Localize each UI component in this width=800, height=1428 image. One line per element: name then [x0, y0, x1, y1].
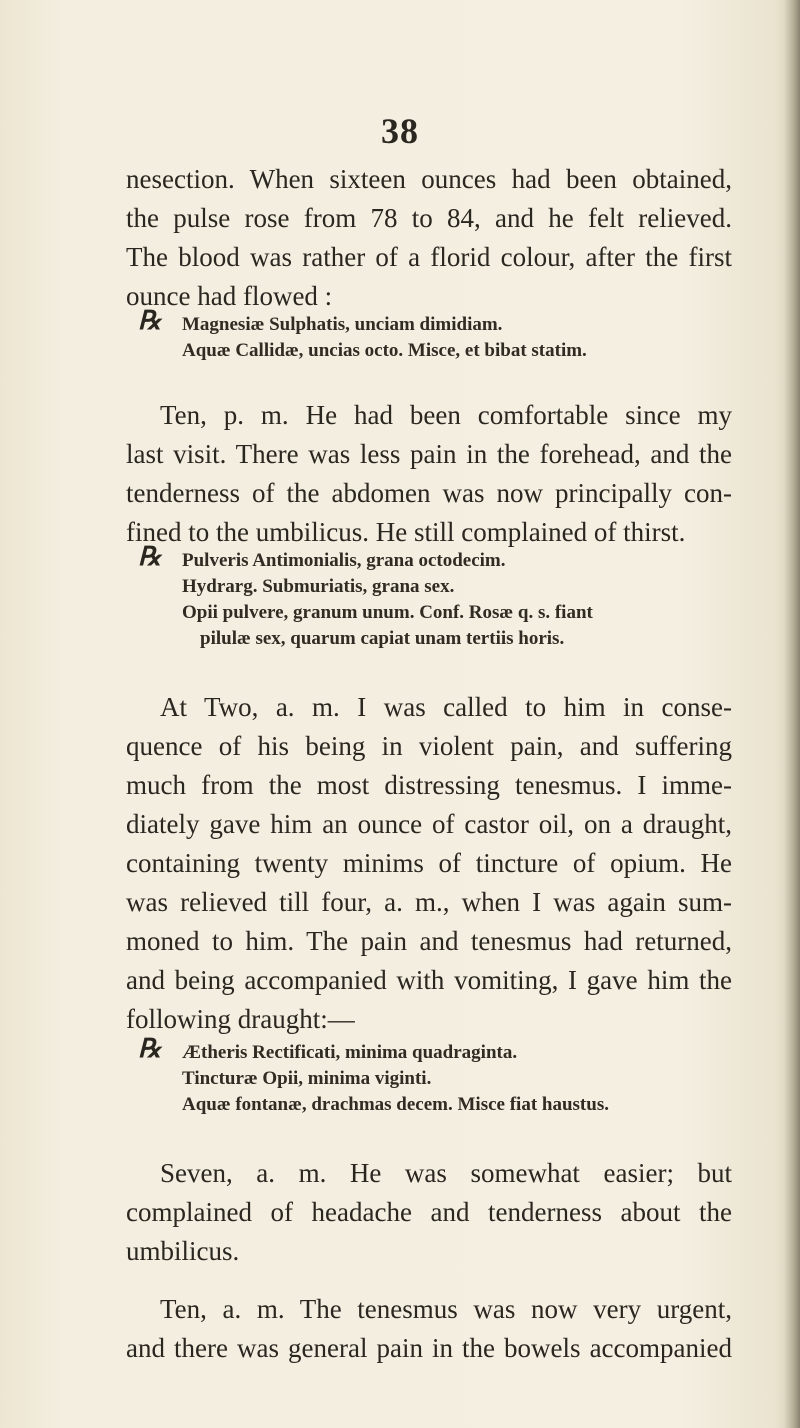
prescription-line: Magnesiæ Sulphatis, unciam dimidiam. [182, 314, 503, 335]
paragraph-3 [126, 688, 732, 1039]
text-line: tenderness of the abdomen was now principally con- [126, 478, 732, 508]
text-line: Ten, p. m. He had been comfortable since my [160, 400, 732, 430]
text-line: last visit. There was less pain in the forehead, and the [126, 439, 732, 469]
prescription-1 [138, 306, 738, 364]
paragraph-2 [126, 396, 732, 552]
text-line: following draught:— [126, 1004, 355, 1034]
text-line: Seven, a. m. He was somewhat easier; but [160, 1158, 732, 1188]
prescription-line: Ætheris Rectificati, minima quadraginta. [182, 1042, 518, 1063]
prescription-line: Aquæ fontanæ, drachmas decem. Misce fiat haustus. [182, 1094, 609, 1115]
paragraph-1 [126, 160, 732, 316]
page-edge-shadow [784, 0, 800, 1428]
text-line: At Two, a. m. I was called to him in conse- [160, 692, 732, 722]
text-line: diately gave him an ounce of castor oil, on a draught, [126, 809, 732, 839]
text-line: containing twenty minims of tincture of opium. He [126, 848, 732, 878]
recipe-symbol-icon: ℞ [138, 542, 162, 571]
paragraph-4 [126, 1154, 732, 1271]
prescription-2 [138, 542, 738, 652]
text-line: Ten, a. m. The tenesmus was now very urgent, [160, 1294, 732, 1324]
text-line: was relieved till four, a. m., when I was again sum- [126, 887, 732, 917]
page-number: 38 [381, 111, 419, 151]
text-line: umbilicus. [126, 1236, 240, 1266]
text-line: nesection. When sixteen ounces had been obtained, [126, 164, 732, 194]
text-line: The blood was rather of a florid colour, after the first [126, 242, 732, 272]
prescription-line: Tincturæ Opii, minima viginti. [182, 1068, 432, 1089]
text-line: much from the most distressing tenesmus. I imme- [126, 770, 732, 800]
recipe-symbol-icon: ℞ [138, 306, 162, 335]
prescription-line: Aquæ Callidæ, uncias octo. Misce, et bibat statim. [182, 340, 587, 361]
prescription-line: Hydrarg. Submuriatis, grana sex. [182, 576, 455, 597]
text-line: quence of his being in violent pain, and suffering [126, 731, 732, 761]
text-line: the pulse rose from 78 to 84, and he felt relieved. [126, 203, 732, 233]
text-line: fined to the umbilicus. He still complained of thirst. [126, 517, 686, 547]
recipe-symbol-icon: ℞ [138, 1034, 162, 1063]
text-line: and there was general pain in the bowels accompanied [126, 1333, 732, 1363]
text-line: complained of headache and tenderness about the [126, 1197, 732, 1227]
prescription-line: Opii pulvere, granum unum. Conf. Rosæ q. s. fiant [182, 602, 593, 623]
prescription-line: Pulveris Antimonialis, grana octodecim. [182, 550, 506, 571]
prescription-3 [138, 1034, 738, 1118]
text-line: ounce had flowed : [126, 281, 333, 311]
paragraph-5 [126, 1290, 732, 1368]
text-line: moned to him. The pain and tenesmus had returned, [126, 926, 732, 956]
prescription-line: pilulæ sex, quarum capiat unam tertiis horis. [200, 628, 565, 649]
text-line: and being accompanied with vomiting, I gave him the [126, 965, 732, 995]
